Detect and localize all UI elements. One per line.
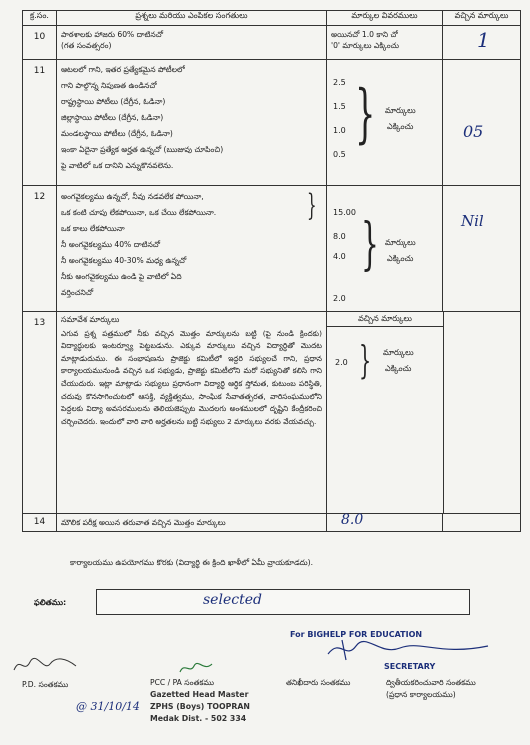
row-11-line-4: జిల్లాస్థాయి పోటీలు (దేగ్రీన, ఓడినా)	[61, 113, 164, 122]
row-13-marks-label: మార్కులు	[383, 348, 414, 357]
header-marks-details: మార్కుల వివరములు	[327, 11, 443, 26]
header-marks-awarded: వచ్చిన మార్కులు	[443, 11, 521, 26]
office-use-note: కార్యాలయము ఉపయోగము కొరకు (విద్యార్థి ఈ క్రింది ఖాళీలో ఏమీ వ్రాయకూడదు).	[70, 558, 314, 567]
row-10-marks-line-2: '0' మార్కులు ఎక్కించు	[331, 41, 399, 50]
handwritten-date: @ 31/10/14	[76, 700, 140, 713]
row-14-sno: 14	[23, 514, 57, 532]
row-13-description	[57, 312, 327, 514]
row-14-description: మౌలిక పరీక్ష అయిన తరువాత వచ్చిన మొత్తం మార్కులు	[57, 514, 327, 532]
row-13-brace: }	[359, 338, 372, 382]
row-12-value-1: 15.00	[333, 208, 356, 217]
row-10-marks	[327, 26, 443, 60]
org-stamp-line-2: SECRETARY	[384, 662, 436, 671]
row-13-paragraph: ఎగువ ప్రశ్న పత్రములో నీకు వచ్చిన మొత్తం మార్కులను బట్టి (పై నుండి క్రిందకు) విద్యార్థులకు ఇంటర్వ్యూ పెట్టబడును. ఎక్కువ మార్కులు వచ్చిన విద్యార్థితో మొదట మాట్లాడుదుము. ఈ సంభాషణను ప్రాజెక్టు కమిటీలో ఇద్దరి సభ్యులచే గాని, ప్రధాన కార్యాలయమునుండి వచ్చిన ఒక సభ్యుడు, ప్రాజెక్టు కమిటీలోని మరో సభ్యునితో కలిసి గాని చేయుదురు. ఇట్లా మాట్లాడు సభ్యులు ప్రధానంగా విద్యార్థి ఆర్థిక స్తోమత, కుటుంబ పరిస్థితి, చదువు కొనసాగించుటలో ఆసక్తి, వ్యక్తిత్వము, సాంఘిక సేవాతత్పరత, వారిసంఘములోని పెద్దలకు విద్యా అవసరములను తెలియజెప్పుట మొదలగు అంశములలో దృష్టిని కేంద్రీకరించి చర్చించెదరు. ఇందులో వారి వారి అర్హతలను బట్టి సభ్యులు 2 మార్కులు వరకు వేయవచ్చు.	[61, 328, 322, 426]
table-row-14	[23, 514, 521, 532]
row-13-divider	[443, 312, 444, 514]
row-11-line-1: ఆటలలో గాని, ఇతర ప్రత్యేకమైన పోటీలలో	[61, 65, 185, 74]
row-13-sno: 13	[23, 312, 57, 514]
row-14-empty-cell	[443, 514, 521, 532]
hq-label: (ప్రధాన కార్యాలయము)	[386, 690, 456, 699]
row-10-line-1: పాఠశాలకు హాజరు 60% దాటినచో	[61, 30, 164, 39]
row-12-marks-label: మార్కులు	[385, 238, 416, 247]
row-12-enter-label: ఎక్కించు	[387, 254, 414, 263]
row-13-marks	[327, 312, 521, 514]
row-11-description	[57, 60, 327, 186]
row-10-marks-line-1: అయినచో 1.0 కాని చో	[331, 30, 398, 39]
table-row-13	[23, 312, 521, 514]
secretary-signature	[320, 636, 500, 662]
table-row-11	[23, 60, 521, 186]
row-10-awarded: 1	[477, 28, 490, 52]
row-11-marks-label: మార్కులు	[385, 106, 416, 115]
row-13-value: 2.0	[335, 358, 348, 367]
row-11-awarded-cell	[443, 60, 521, 186]
row-11-line-6: ఇంకా ఏదైనా ప్రత్యేక అర్హత ఉన్నచో (ఋజువు చూపించి)	[61, 145, 224, 154]
row-12-desc-brace: }	[307, 188, 317, 223]
second-signature-label: ద్వితీయకరించువారి సంతకము	[386, 678, 476, 687]
row-11-brace: }	[355, 77, 376, 151]
row-11-enter-label: ఎక్కించు	[387, 122, 414, 131]
result-box	[96, 589, 470, 615]
row-12-line-1: అంగవైకల్యము ఉన్నచో, నీవు నడవలేక పోయినా,	[61, 192, 204, 201]
row-11-awarded: 05	[463, 122, 484, 141]
result-label: ఫలితము:	[34, 598, 67, 607]
row-11-value-3: 1.0	[333, 126, 346, 135]
row-12-line-2: ఒక కంటి చూపు లేకపోయినా, ఒక చేయి లేకపోయినా.	[61, 208, 217, 217]
row-11-value-2: 1.5	[333, 102, 346, 111]
row-12-line-3: ఒక కాలు లేకపోయినా	[61, 224, 125, 233]
row-11-marks	[327, 60, 443, 186]
row-12-line-7: వర్తించనిచో	[61, 288, 94, 297]
header-description: ప్రశ్నలు మరియు ఎంపికల సంగతులు	[57, 11, 327, 26]
row-12-brace: }	[361, 212, 379, 277]
row-11-value-4: 0.5	[333, 150, 346, 159]
row-12-marks	[327, 186, 443, 312]
row-10-sno: 10	[23, 26, 57, 60]
row-12-sno: 12	[23, 186, 57, 312]
row-11-line-5: మండలస్థాయి పోటీలు (దేగ్రీన, ఓడినా)	[61, 129, 173, 138]
checker-signature-label: తనిఖీదారు సంతకము	[286, 678, 351, 687]
row-11-sno: 11	[23, 60, 57, 186]
row-12-line-6: నీకు అంగవైకల్యము ఉండి పై వాటిలో ఏది	[61, 272, 182, 281]
row-13-enter-label: ఎక్కించు	[385, 364, 412, 373]
hm-stamp-line-3: Medak Dist. - 502 334	[150, 714, 247, 723]
row-10-description	[57, 26, 327, 60]
hm-stamp-line-1: Gazetted Head Master	[150, 690, 249, 699]
row-12-value-3: 4.0	[333, 252, 346, 261]
row-10-awarded-cell	[443, 26, 521, 60]
row-11-line-3: రాష్ట్రస్థాయి పోటీలు (దేగ్రీన, ఓడినా)	[61, 97, 166, 106]
table-header-row	[23, 11, 521, 26]
hm-stamp-line-2: ZPHS (Boys) TOOPRAN	[150, 702, 250, 711]
row-12-value-2: 8.0	[333, 232, 346, 241]
row-13-title: సమావేశ మార్కులు	[61, 315, 120, 324]
pd-signature	[10, 654, 80, 676]
row-12-awarded-cell	[443, 186, 521, 312]
row-11-line-7: పై వాటిలో ఒక దానిని ఎన్నుకొనవలెను.	[61, 161, 174, 170]
pd-signature-label: P.D. సంతకము	[22, 680, 69, 689]
row-14-total: 8.0	[341, 512, 364, 528]
evaluation-table	[22, 10, 521, 532]
row-12-awarded: Nil	[461, 212, 484, 230]
row-11-line-2: గాని పాల్గొన్న నిపుణత ఉండినచో	[61, 81, 157, 90]
pcc-signature	[176, 660, 216, 676]
row-10-line-2: (గత సంవత్సరం)	[61, 41, 112, 50]
result-value: selected	[203, 592, 262, 608]
row-12-value-4: 2.0	[333, 294, 346, 303]
pcc-signature-label: PCC / PA సంతకము	[150, 678, 214, 687]
row-13-marks-head: వచ్చిన మార్కులు	[327, 312, 443, 327]
header-sno: క్ర.సం.	[23, 11, 57, 26]
row-11-value-1: 2.5	[333, 78, 346, 87]
row-12-line-5: నీ అంగవైకల్యము 40-30% మధ్య ఉన్నచో	[61, 256, 187, 265]
table-row-10	[23, 26, 521, 60]
org-stamp-line-1: For BIGHELP FOR EDUCATION	[290, 630, 423, 639]
row-12-description	[57, 186, 327, 312]
row-14-total-cell	[327, 514, 443, 532]
row-12-line-4: నీ అంగవైకల్యము 40% దాటినచో	[61, 240, 161, 249]
table-row-12	[23, 186, 521, 312]
